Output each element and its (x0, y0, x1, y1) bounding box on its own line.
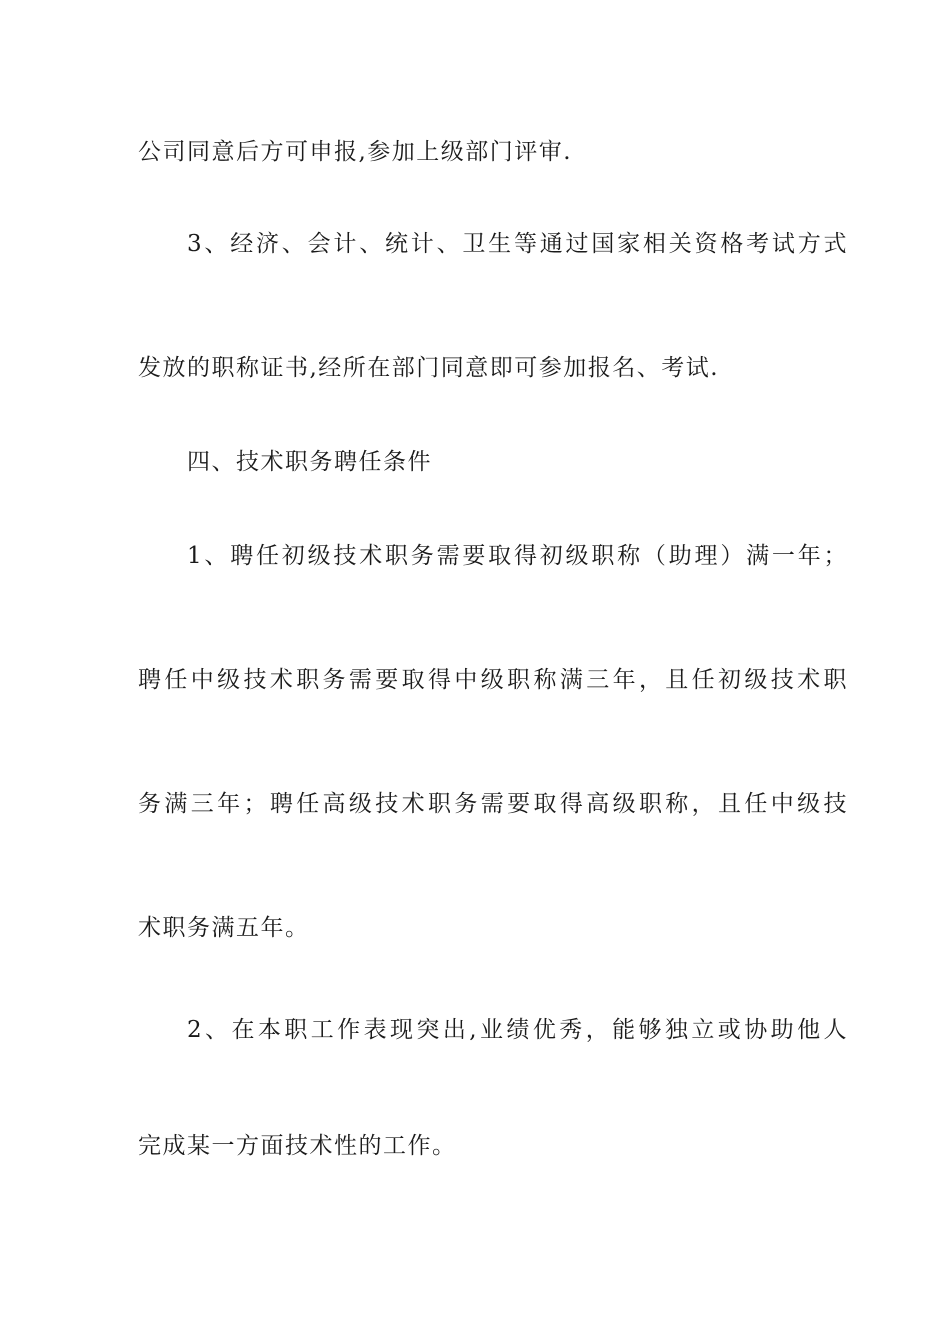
paragraph-line: 术职务满五年。 (138, 915, 310, 941)
paragraph-line: 公司同意后方可申报,参加上级部门评审. (138, 139, 573, 165)
paragraph-line: 发放的职称证书,经所在部门同意即可参加报名、考试. (138, 355, 720, 381)
paragraph-line: 务满三年；聘任高级技术职务需要取得高级职称，且任中级技 (138, 791, 848, 817)
paragraph-line: 3、经济、会计、统计、卫生等通过国家相关资格考试方式 (187, 231, 848, 257)
paragraph-line: 聘任中级技术职务需要取得中级职称满三年，且任初级技术职 (138, 667, 848, 693)
paragraph-line: 1、聘任初级技术职务需要取得初级职称（助理）满一年； (187, 543, 848, 569)
paragraph-line: 2、在本职工作表现突出,业绩优秀，能够独立或协助他人 (187, 1017, 848, 1043)
section-heading: 四、技术职务聘任条件 (187, 449, 432, 475)
paragraph-line: 完成某一方面技术性的工作。 (138, 1133, 457, 1159)
